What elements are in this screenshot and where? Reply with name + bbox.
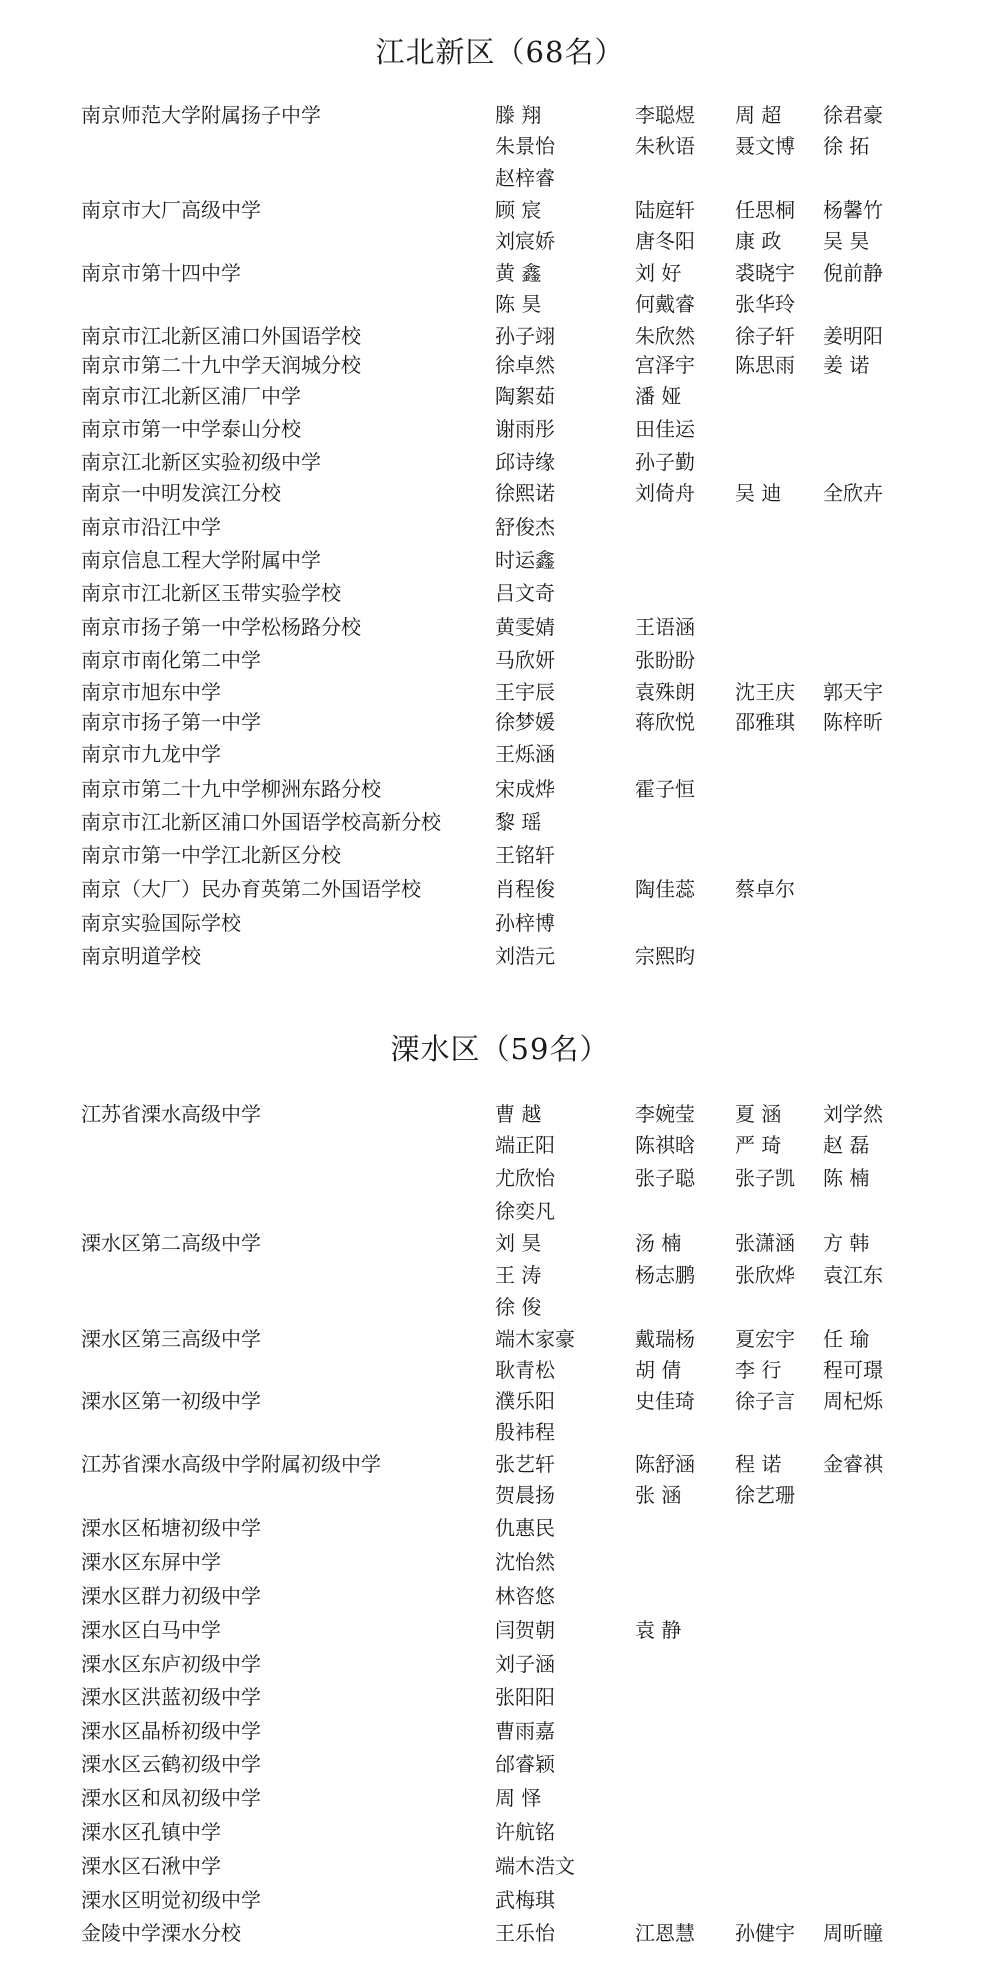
table-row — [0, 1885, 1000, 1915]
student-name: 姜明阳 — [823, 324, 883, 348]
student-name: 康 政 — [735, 229, 782, 253]
student-name: 刘 昊 — [495, 1231, 542, 1255]
table-row — [0, 1228, 1000, 1258]
student-name: 吴 昊 — [823, 229, 870, 253]
student-name: 赵梓睿 — [495, 166, 555, 190]
student-name: 沈王庆 — [735, 680, 795, 704]
student-name: 张华玲 — [735, 292, 795, 316]
student-name: 史佳琦 — [635, 1389, 695, 1413]
table-row — [0, 1292, 1000, 1322]
student-name: 戴瑞杨 — [635, 1327, 695, 1351]
table-row — [0, 226, 1000, 256]
student-name: 黄雯婧 — [495, 615, 555, 639]
student-name: 方 韩 — [823, 1231, 870, 1255]
student-name: 黎 瑶 — [495, 810, 542, 834]
table-row — [0, 1196, 1000, 1226]
student-name: 李聪煜 — [635, 103, 695, 127]
student-name: 张潇涵 — [735, 1231, 795, 1255]
student-name: 耿青松 — [495, 1358, 555, 1382]
table-row — [0, 1615, 1000, 1645]
school-name: 江苏省溧水高级中学 — [81, 1102, 261, 1126]
student-name: 朱秋语 — [635, 134, 695, 158]
table-row — [0, 478, 1000, 508]
table-row — [0, 1417, 1000, 1447]
student-name: 程可璟 — [823, 1358, 883, 1382]
student-name: 滕 翔 — [495, 103, 542, 127]
student-name: 吴 迪 — [735, 481, 782, 505]
student-name: 徐 拓 — [823, 134, 870, 158]
student-name: 王语涵 — [635, 615, 695, 639]
table-row — [0, 1682, 1000, 1712]
school-name: 南京信息工程大学附属中学 — [81, 548, 321, 572]
table-row — [0, 1324, 1000, 1354]
school-name: 南京市九龙中学 — [81, 742, 221, 766]
student-name: 徐熙诺 — [495, 481, 555, 505]
school-name: 江苏省溧水高级中学附属初级中学 — [81, 1452, 381, 1476]
student-name: 夏 涵 — [735, 1102, 782, 1126]
student-name: 霍子恒 — [635, 777, 695, 801]
student-name: 郭天宇 — [823, 680, 883, 704]
student-name: 蔡卓尔 — [735, 877, 795, 901]
section-title-jiangbei: 江北新区（68名） — [375, 35, 625, 69]
school-name: 溧水区东屏中学 — [81, 1550, 221, 1574]
school-name: 南京师范大学附属扬子中学 — [81, 103, 321, 127]
school-name: 溧水区云鹤初级中学 — [81, 1752, 261, 1776]
school-name: 南京江北新区实验初级中学 — [81, 450, 321, 474]
student-name: 邱诗缘 — [495, 450, 555, 474]
student-name: 端正阳 — [495, 1133, 555, 1157]
table-row — [0, 1163, 1000, 1193]
student-name: 孙健宇 — [735, 1921, 795, 1945]
table-row — [0, 707, 1000, 737]
student-name: 张子聪 — [635, 1166, 695, 1190]
table-row — [0, 739, 1000, 769]
student-name: 任 瑜 — [823, 1327, 870, 1351]
student-name: 王铭轩 — [495, 843, 555, 867]
school-name: 南京市第一中学江北新区分校 — [81, 843, 341, 867]
table-row — [0, 512, 1000, 542]
student-name: 陈祺晗 — [635, 1133, 695, 1157]
school-name: 南京市扬子第一中学 — [81, 710, 261, 734]
school-name: 南京市第二十九中学天润城分校 — [81, 353, 361, 377]
student-name: 孙梓博 — [495, 911, 555, 935]
student-name: 夏宏宇 — [735, 1327, 795, 1351]
student-name: 宗熙昀 — [635, 944, 695, 968]
student-name: 张子凯 — [735, 1166, 795, 1190]
student-name: 袁江东 — [823, 1263, 883, 1287]
student-name: 殷袆程 — [495, 1420, 555, 1444]
student-name: 何戴睿 — [635, 292, 695, 316]
student-name: 舒俊杰 — [495, 515, 555, 539]
student-name: 徐梦媛 — [495, 710, 555, 734]
school-name: 金陵中学溧水分校 — [81, 1921, 241, 1945]
table-row — [0, 1480, 1000, 1510]
student-name: 裘晓宇 — [735, 261, 795, 285]
student-name: 李 行 — [735, 1358, 782, 1382]
table-row — [0, 908, 1000, 938]
school-name: 南京市第一中学泰山分校 — [81, 417, 301, 441]
table-row — [0, 1513, 1000, 1543]
student-name: 陈 昊 — [495, 292, 542, 316]
student-name: 曹 越 — [495, 1102, 542, 1126]
school-name: 南京市第十四中学 — [81, 261, 241, 285]
school-name: 南京市旭东中学 — [81, 680, 221, 704]
school-name: 南京市第二十九中学柳洲东路分校 — [81, 777, 381, 801]
table-row — [0, 612, 1000, 642]
student-name: 吕文奇 — [495, 581, 555, 605]
student-name: 张艺轩 — [495, 1452, 555, 1476]
table-row — [0, 414, 1000, 444]
school-name: 溧水区孔镇中学 — [81, 1820, 221, 1844]
school-name: 溧水区群力初级中学 — [81, 1584, 261, 1608]
student-name: 陶佳蕊 — [635, 877, 695, 901]
table-row — [0, 321, 1000, 351]
student-name: 林咨悠 — [495, 1584, 555, 1608]
student-name: 许航铭 — [495, 1820, 555, 1844]
student-name: 金睿祺 — [823, 1452, 883, 1476]
school-name: 溧水区第二高级中学 — [81, 1231, 261, 1255]
student-name: 胡 倩 — [635, 1358, 682, 1382]
student-name: 武梅琪 — [495, 1888, 555, 1912]
student-name: 黄 鑫 — [495, 261, 542, 285]
student-name: 姜 诺 — [823, 353, 870, 377]
student-name: 严 琦 — [735, 1133, 782, 1157]
student-name: 陶絮茹 — [495, 384, 555, 408]
table-row — [0, 195, 1000, 225]
student-name: 江恩慧 — [635, 1921, 695, 1945]
table-row — [0, 1355, 1000, 1385]
student-name: 杨馨竹 — [823, 198, 883, 222]
school-name: 南京市江北新区玉带实验学校 — [81, 581, 341, 605]
student-name: 张 涵 — [635, 1483, 682, 1507]
school-name: 南京（大厂）民办育英第二外国语学校 — [81, 877, 421, 901]
student-name: 刘宸娇 — [495, 229, 555, 253]
student-name: 曹雨嘉 — [495, 1719, 555, 1743]
school-name: 溧水区明觉初级中学 — [81, 1888, 261, 1912]
student-name: 周 怿 — [495, 1786, 542, 1810]
table-row — [0, 1130, 1000, 1160]
student-name: 倪前静 — [823, 261, 883, 285]
school-name: 溧水区东庐初级中学 — [81, 1652, 261, 1676]
student-name: 陆庭轩 — [635, 198, 695, 222]
student-name: 周昕瞳 — [823, 1921, 883, 1945]
table-row — [0, 289, 1000, 319]
school-name: 溧水区第三高级中学 — [81, 1327, 261, 1351]
table-row — [0, 163, 1000, 193]
table-row — [0, 1386, 1000, 1416]
student-name: 张阳阳 — [495, 1685, 555, 1709]
student-name: 邵雅琪 — [735, 710, 795, 734]
student-name: 刘倚舟 — [635, 481, 695, 505]
table-row — [0, 774, 1000, 804]
student-name: 肖程俊 — [495, 877, 555, 901]
student-name: 端木浩文 — [495, 1854, 575, 1878]
student-name: 李婉莹 — [635, 1102, 695, 1126]
student-name: 任思桐 — [735, 198, 795, 222]
student-name: 时运鑫 — [495, 548, 555, 572]
school-name: 溧水区和凤初级中学 — [81, 1786, 261, 1810]
student-name: 陈 楠 — [823, 1166, 870, 1190]
school-name: 南京市江北新区浦口外国语学校高新分校 — [81, 810, 441, 834]
student-name: 马欣妍 — [495, 648, 555, 672]
school-name: 溧水区洪蓝初级中学 — [81, 1685, 261, 1709]
table-row — [0, 100, 1000, 130]
student-name: 刘 好 — [635, 261, 682, 285]
table-row — [0, 1449, 1000, 1479]
table-row — [0, 545, 1000, 575]
student-name: 刘浩元 — [495, 944, 555, 968]
student-name: 濮乐阳 — [495, 1389, 555, 1413]
student-name: 徐子言 — [735, 1389, 795, 1413]
student-name: 周杞烁 — [823, 1389, 883, 1413]
student-name: 赵 磊 — [823, 1133, 870, 1157]
student-name: 汤 楠 — [635, 1231, 682, 1255]
table-row — [0, 1783, 1000, 1813]
section-title-lishui: 溧水区（59名） — [390, 1032, 610, 1066]
student-name: 张欣烨 — [735, 1263, 795, 1287]
student-name: 潘 娅 — [635, 384, 682, 408]
student-name: 杨志鹏 — [635, 1263, 695, 1287]
school-name: 南京明道学校 — [81, 944, 201, 968]
student-name: 宋成烨 — [495, 777, 555, 801]
student-name: 徐 俊 — [495, 1295, 542, 1319]
student-name: 邰睿颖 — [495, 1752, 555, 1776]
student-name: 田佳运 — [635, 417, 695, 441]
school-name: 南京市江北新区浦厂中学 — [81, 384, 301, 408]
school-name: 南京一中明发滨江分校 — [81, 481, 281, 505]
student-name: 徐君豪 — [823, 103, 883, 127]
student-name: 闫贺朝 — [495, 1618, 555, 1642]
school-name: 溧水区白马中学 — [81, 1618, 221, 1642]
table-row — [0, 131, 1000, 161]
table-row — [0, 1817, 1000, 1847]
table-row — [0, 1918, 1000, 1948]
student-name: 陈思雨 — [735, 353, 795, 377]
school-name: 溧水区石湫中学 — [81, 1854, 221, 1878]
student-name: 全欣卉 — [823, 481, 883, 505]
school-name: 南京市沿江中学 — [81, 515, 221, 539]
table-row — [0, 1749, 1000, 1779]
table-row — [0, 447, 1000, 477]
student-name: 陈梓昕 — [823, 710, 883, 734]
student-name: 宫泽宇 — [635, 353, 695, 377]
student-name: 沈怡然 — [495, 1550, 555, 1574]
table-row — [0, 1260, 1000, 1290]
table-row — [0, 941, 1000, 971]
student-name: 孙子勤 — [635, 450, 695, 474]
table-row — [0, 1649, 1000, 1679]
student-name: 王烁涵 — [495, 742, 555, 766]
table-row — [0, 578, 1000, 608]
student-name: 谢雨彤 — [495, 417, 555, 441]
school-name: 溧水区晶桥初级中学 — [81, 1719, 261, 1743]
student-name: 刘学然 — [823, 1102, 883, 1126]
table-row — [0, 1547, 1000, 1577]
student-name: 聂文博 — [735, 134, 795, 158]
school-name: 南京市扬子第一中学松杨路分校 — [81, 615, 361, 639]
school-name: 南京实验国际学校 — [81, 911, 241, 935]
table-row — [0, 874, 1000, 904]
student-name: 王 涛 — [495, 1263, 542, 1287]
school-name: 溧水区第一初级中学 — [81, 1389, 261, 1413]
student-name: 徐艺珊 — [735, 1483, 795, 1507]
student-name: 蒋欣悦 — [635, 710, 695, 734]
table-row — [0, 1099, 1000, 1129]
student-name: 王乐怡 — [495, 1921, 555, 1945]
student-name: 仇惠民 — [495, 1516, 555, 1540]
student-name: 唐冬阳 — [635, 229, 695, 253]
student-name: 顾 宸 — [495, 198, 542, 222]
student-name: 徐奕凡 — [495, 1199, 555, 1223]
table-row — [0, 350, 1000, 380]
school-name: 南京市大厂高级中学 — [81, 198, 261, 222]
table-row — [0, 807, 1000, 837]
student-name: 袁殊朗 — [635, 680, 695, 704]
student-name: 袁 静 — [635, 1618, 682, 1642]
table-row — [0, 381, 1000, 411]
student-name: 孙子翊 — [495, 324, 555, 348]
school-name: 南京市南化第二中学 — [81, 648, 261, 672]
student-name: 端木家豪 — [495, 1327, 575, 1351]
student-name: 尤欣怡 — [495, 1166, 555, 1190]
student-name: 贺晨扬 — [495, 1483, 555, 1507]
student-name: 张盼盼 — [635, 648, 695, 672]
student-name: 徐卓然 — [495, 353, 555, 377]
table-row — [0, 258, 1000, 288]
student-name: 程 诺 — [735, 1452, 782, 1476]
table-row — [0, 677, 1000, 707]
student-name: 周 超 — [735, 103, 782, 127]
table-row — [0, 840, 1000, 870]
student-name: 徐子轩 — [735, 324, 795, 348]
student-name: 陈舒涵 — [635, 1452, 695, 1476]
table-row — [0, 1716, 1000, 1746]
school-name: 溧水区柘塘初级中学 — [81, 1516, 261, 1540]
student-name: 朱欣然 — [635, 324, 695, 348]
table-row — [0, 1581, 1000, 1611]
school-name: 南京市江北新区浦口外国语学校 — [81, 324, 361, 348]
student-name: 王宇辰 — [495, 680, 555, 704]
student-name: 刘子涵 — [495, 1652, 555, 1676]
student-name: 朱景怡 — [495, 134, 555, 158]
table-row — [0, 645, 1000, 675]
table-row — [0, 1851, 1000, 1881]
